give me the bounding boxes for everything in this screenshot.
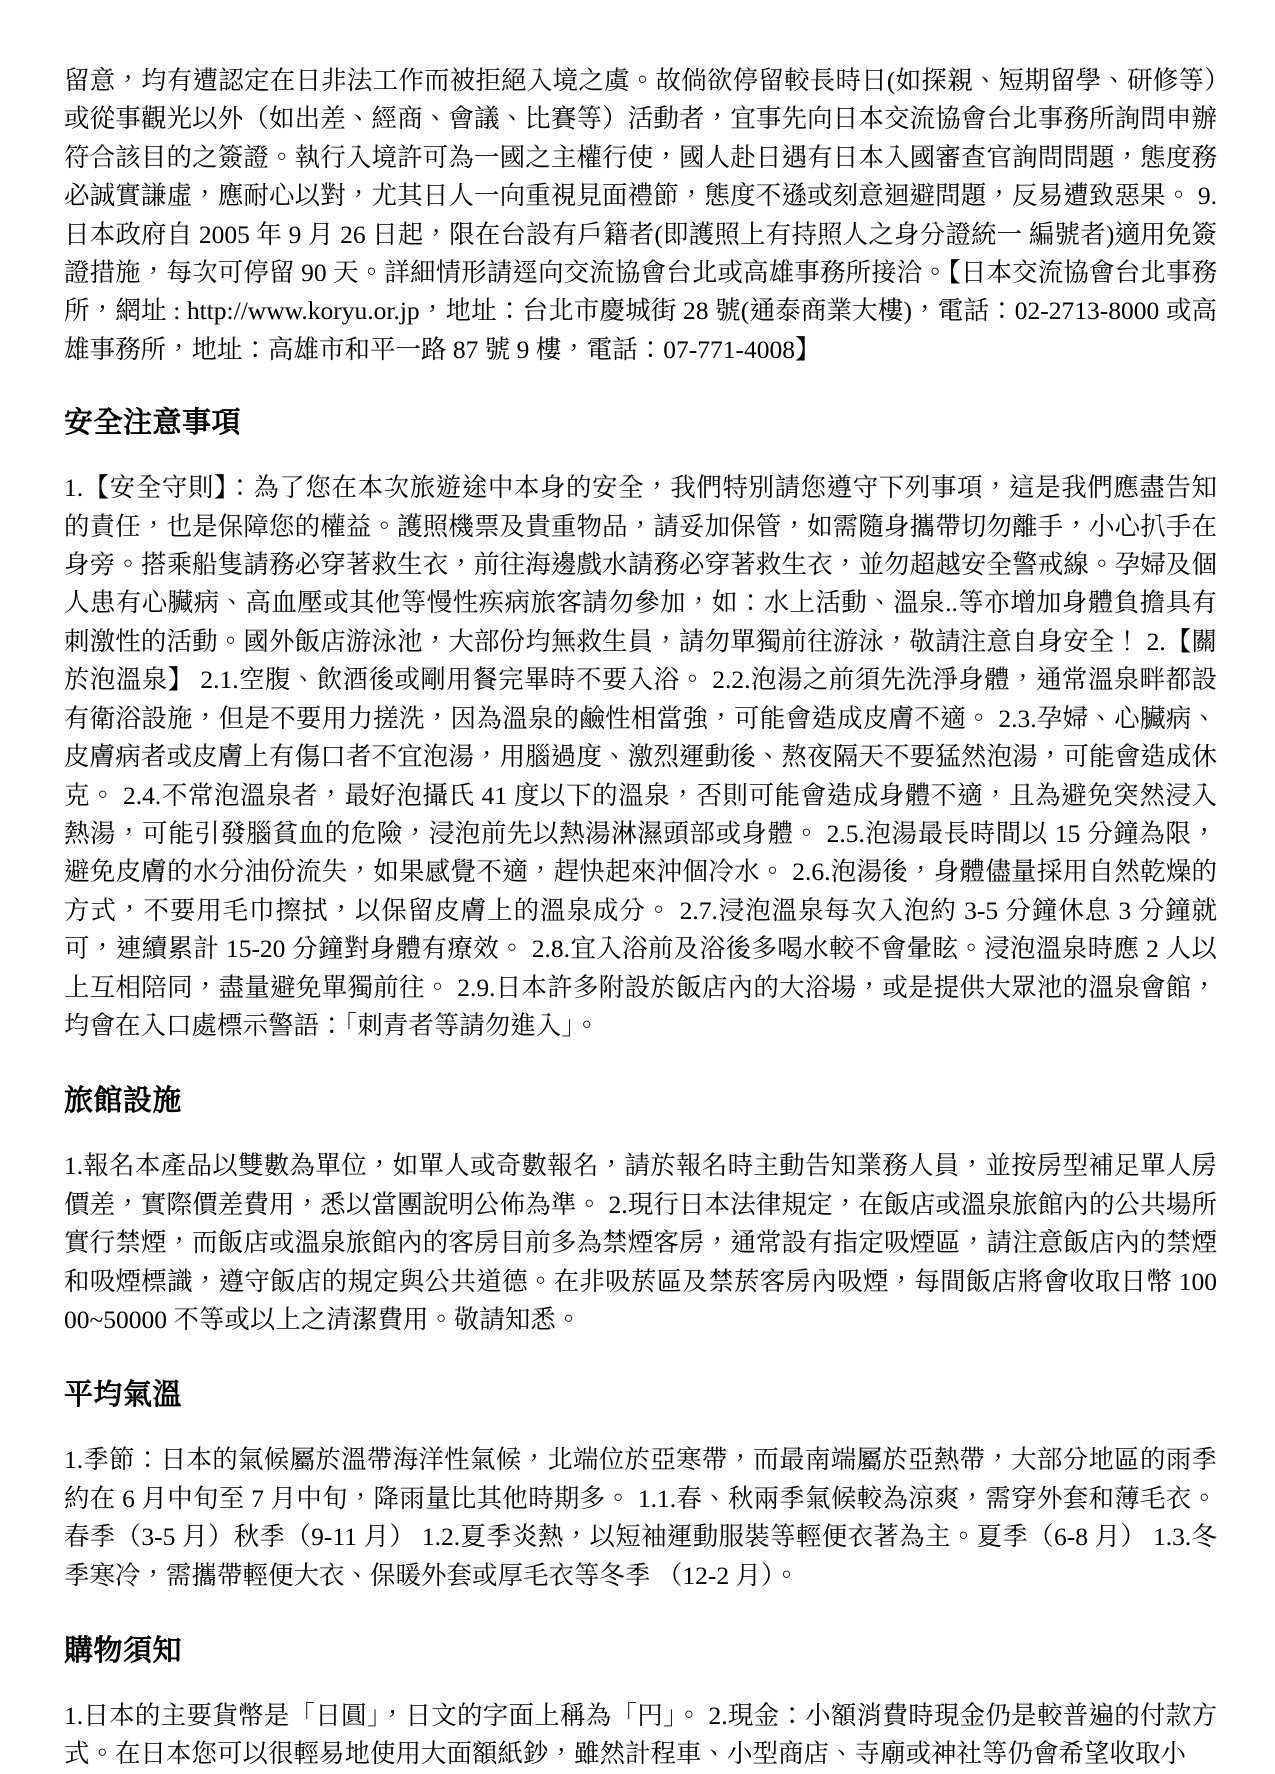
shopping-notes-paragraph: 1.日本的主要貨幣是「日圓」，日文的字面上稱為「円」。 2.現金：小額消費時現金仍是較普遍的付款方式。在日本您可以很輕易地使用大面額紙鈔，雖然計程車、小型商店、寺廟或神社等仍會希望收取小 (64, 1701, 1217, 1769)
section-heading-hotel-facilities: 旅館設施 (64, 1085, 183, 1118)
intro-paragraph: 留意，均有遭認定在日非法工作而被拒絕入境之虞。故倘欲停留較長時日(如探親、短期留學、研修等）或從事觀光以外（如出差、經商、會議、比賽等）活動者，宜事先向日本交流協會台北事務所詢問申辦符合該目的之簽證。執行入境許可為一國之主權行使，國人赴日遇有日本入國審查官詢問問題，態度務必誠實謙虛，應耐心以對，尤其日人一向重視見面禮節，態度不遜或刻意迴避問題，反易遭致惡果。 9.日本政府自 2005 年 9 月 26 日起，限在台設有戶籍者(即護照上有持照人之身分證統一 編號者)適用免簽證措施，每次可停留 90 天。詳細情形請逕向交流協會台北或高雄事務所接洽。【日本交流協會台北事務所，網址 : http://www.koryu.or.jp，地址：台北市慶城街 28 號(通泰商業大樓)，電話：02-2713-8000 或高雄事務所，地址：高雄市和平一路 87 號 9 樓，電話：07-771-4008】 (64, 66, 1217, 364)
section-heading-safety: 安全注意事項 (64, 407, 242, 440)
average-temperature-paragraph: 1.季節：日本的氣候屬於溫帶海洋性氣候，北端位於亞寒帶，而最南端屬於亞熱帶，大部分地區的雨季約在 6 月中旬至 7 月中旬，降雨量比其他時期多。 1.1.春、秋兩季氣候較為涼爽，需穿外套和薄毛衣。春季（3-5 月）秋季（9-11 月） 1.2.夏季炎熱，以短袖運動服裝等輕便衣著為主。夏季（6-8 月） 1.3.冬季寒冷，需攜帶輕便大衣、保暖外套或厚毛衣等冬季 （12-2 月）。 (64, 1445, 1217, 1590)
spacer-after-hotel-heading (64, 1121, 1217, 1147)
spacer-after-temperature-heading (64, 1415, 1217, 1441)
document-body (64, 62, 1217, 1774)
spacer-before-shopping-heading (64, 1595, 1217, 1631)
spacer-after-shopping-heading (64, 1671, 1217, 1697)
section-heading-average-temperature: 平均氣溫 (64, 1379, 183, 1412)
spacer-before-temperature-heading (64, 1339, 1217, 1375)
spacer-before-safety-heading (64, 369, 1217, 403)
section-heading-shopping-notes: 購物須知 (64, 1635, 183, 1667)
safety-paragraph: 1.【安全守則】：為了您在本次旅遊途中本身的安全，我們特別請您遵守下列事項，這是我們應盡告知的責任，也是保障您的權益。護照機票及貴重物品，請妥加保管，如需隨身攜帶切勿離手，小心扒手在身旁。搭乘船隻請務必穿著救生衣，前往海邊戲水請務必穿著救生衣，並勿超越安全警戒線。孕婦及個人患有心臟病、高血壓或其他等慢性疾病旅客請勿參加，如：水上活動、溫泉..等亦增加身體負擔具有刺激性的活動。國外飯店游泳池，大部份均無救生員，請勿單獨前往游泳，敬請注意自身安全！ 2.【關於泡溫泉】 2.1.空腹、飲酒後或剛用餐完畢時不要入浴。 2.2.泡湯之前須先洗淨身體，通常溫泉畔都設有衛浴設施，但是不要用力搓洗，因為溫泉的鹼性相當強，可能會造成皮膚不適。 2.3.孕婦、心臟病、皮膚病者或皮膚上有傷口者不宜泡湯，用腦過度、激烈運動後、熬夜隔天不要猛然泡湯，可能會造成休克。 2.4.不常泡溫泉者，最好泡攝氏 41 度以下的溫泉，否則可能會造成身體不適，且為避免突然浸入熱湯，可能引發腦貧血的危險，浸泡前先以熱湯淋濕頭部或身體。 2.5.泡湯最長時間以 15 分鐘為限，避免皮膚的水分油份流失，如果感覺不適，趕快起來沖個冷水。 2.6.泡湯後，身體儘量採用自然乾燥的方式，不要用毛巾擦拭，以保留皮膚上的溫泉成分。 2.7.浸泡溫泉每次入泡約 3-5 分鐘休息 3 分鐘就可，連續累計 15-20 分鐘對身體有療效。 2.8.宜入浴前及浴後多喝水較不會暈眩。浸泡溫泉時應 2 人以上互相陪同，盡量避免單獨前往。 2.9.日本許多附設於飯店內的大浴場，或是提供大眾池的溫泉會館，均會在入口處標示警語：「刺青者等請勿進入」。 (64, 473, 1217, 1040)
spacer-after-safety-heading (64, 443, 1217, 469)
hotel-facilities-paragraph: 1.報名本產品以雙數為單位，如單人或奇數報名，請於報名時主動告知業務人員，並按房型補足單人房價差，實際價差費用，悉以當團說明公佈為準。 2.現行日本法律規定，在飯店或溫泉旅館內的公共場所實行禁煙，而飯店或溫泉旅館內的客房目前多為禁煙客房，通常設有指定吸煙區，請注意飯店內的禁煙和吸煙標識，遵守飯店的規定與公共道德。在非吸菸區及禁菸客房內吸煙，每間飯店將會收取日幣 10000~50000 不等或以上之清潔費用。敬請知悉。 (64, 1151, 1217, 1334)
spacer-before-hotel-heading (64, 1045, 1217, 1081)
